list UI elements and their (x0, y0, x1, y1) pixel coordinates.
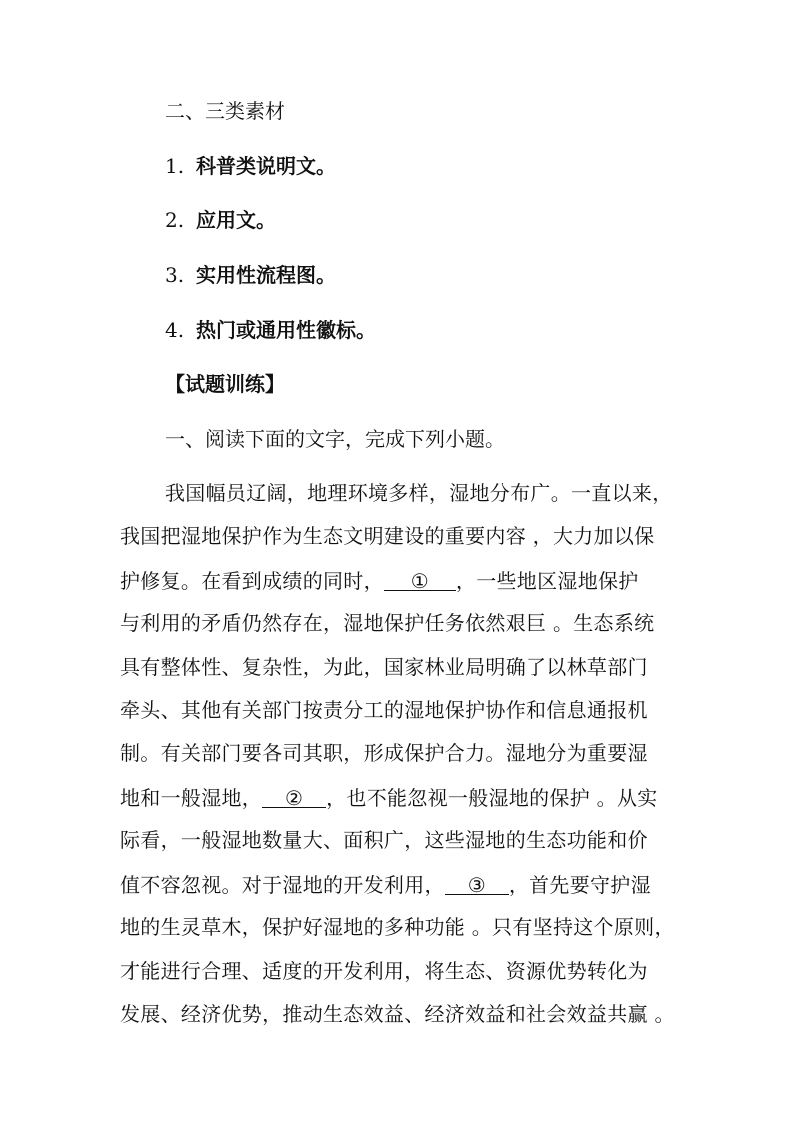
exercise-heading: 【试题训练】 (165, 372, 285, 396)
list-item-text: 实用性流程图。 (196, 263, 336, 287)
passage-line: 发展、经济优势，推动生态效益、经济效益和社会效益共赢 。 (120, 1002, 675, 1026)
passage-text: 值不容忽视。对于湿地的开发利用， (120, 873, 445, 897)
list-item-text: 热门或通用性徽标。 (196, 318, 376, 342)
passage-line: 我国把湿地保护作为生态文明建设的重要内容 ，大力加以保 (120, 524, 655, 548)
passage-line: 际看，一般湿地数量大、面积广，这些湿地的生态功能和价 (120, 828, 648, 852)
passage-line: 地的生灵草木，保护好湿地的多种功能 。只有坚持这个原则， (120, 915, 675, 939)
passage-line: 具有整体性、复杂性，为此，国家林业局明确了以林草部门 (120, 655, 648, 679)
list-item-text: 科普类说明文。 (196, 154, 336, 178)
passage-line (120, 787, 658, 808)
passage-line: 我国幅员辽阔，地理环境多样，湿地分布广。一直以来， (165, 481, 673, 505)
fill-blank-2: ② (262, 787, 326, 808)
passage-line: 制。有关部门要各司其职，形成保护合力。湿地分为重要湿 (120, 741, 648, 765)
passage-text: 护修复。在看到成绩的同时， (120, 569, 384, 593)
list-item-number: 3. (165, 263, 185, 287)
list-item-number: 4. (165, 318, 185, 342)
list-item (165, 320, 376, 340)
passage-line: 与利用的矛盾仍然存在，湿地保护任务依然艰巨 。生态系统 (120, 611, 655, 635)
passage-line (120, 874, 651, 895)
passage-text: ，首先要守护湿 (508, 873, 651, 897)
list-item (165, 265, 336, 285)
question-prompt: 一、阅读下面的文字，完成下列小题。 (165, 427, 505, 451)
list-item (165, 210, 276, 230)
fill-blank-3: ③ (445, 874, 509, 895)
passage-line (120, 570, 639, 591)
list-item-number: 2. (165, 208, 185, 232)
passage-text: 地和一般湿地， (120, 786, 263, 810)
list-item-text: 应用文。 (196, 208, 276, 232)
section-heading: 二、三类素材 (165, 99, 285, 123)
list-item-number: 1. (165, 154, 185, 178)
passage-line: 才能进行合理、适度的开发利用，将生态、资源优势转化为 (120, 959, 648, 983)
list-item (165, 156, 336, 176)
passage-text: ，一些地区湿地保护 (455, 569, 639, 593)
passage-text: ，也不能忽视一般湿地的保护 。从实 (326, 786, 658, 810)
passage-line: 牵头、其他有关部门按责分工的湿地保护协作和信息通报机 (120, 698, 648, 722)
fill-blank-1: ① (384, 570, 456, 591)
